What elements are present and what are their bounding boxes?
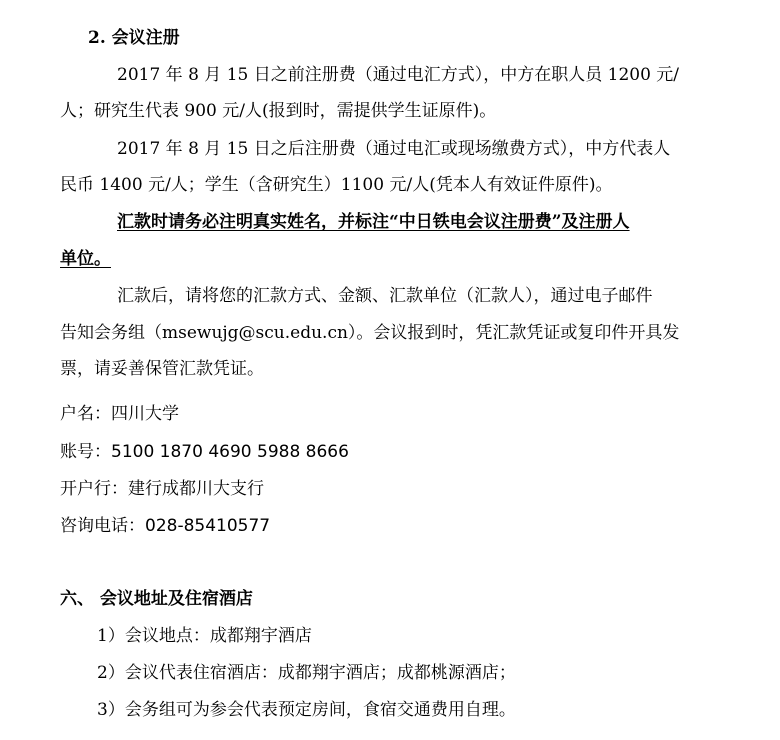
remittance-instructions-line-3: 票，请妥善保管汇款凭证。 [60,359,264,379]
bank-branch: 开户行：建行成都川大支行 [60,479,264,499]
section-6-heading: 六、 会议地址及住宿酒店 [60,589,253,609]
section-6-item-3: 3）会务组可为参会代表预定房间，食宿交通费用自理。 [97,700,516,720]
registration-heading: 2. 会议注册 [88,28,180,48]
registration-fee-before-line-1: 2017 年 8 月 15 日之前注册费（通过电汇方式），中方在职人员 1200 元/ [117,65,680,85]
section-6-item-1: 1）会议地点：成都翔宇酒店 [97,626,312,646]
bank-account-name: 户名：四川大学 [60,404,179,424]
remittance-instructions-line-2: 告知会务组（msewujg@scu.edu.cn）。会议报到时，凭汇款凭证或复印件开具发 [60,323,680,343]
registration-fee-after-line-2: 民币 1400 元/人；学生（含研究生）1100 元/人(凭本人有效证件原件)。 [60,175,613,195]
remittance-notice-line-2: 单位。 [60,249,111,269]
bank-account-number: 账号：5100 1870 4690 5988 8666 [60,442,349,462]
registration-fee-before-line-2: 人；研究生代表 900 元/人(报到时，需提供学生证原件)。 [60,101,497,121]
section-6-item-2: 2）会议代表住宿酒店：成都翔宇酒店；成都桃源酒店； [97,663,516,683]
remittance-notice-line-1: 汇款时请务必注明真实姓名，并标注“中日铁电会议注册费”及注册人 [117,212,630,232]
contact-phone: 咨询电话：028-85410577 [60,516,271,536]
remittance-instructions-line-1: 汇款后，请将您的汇款方式、金额、汇款单位（汇款人），通过电子邮件 [117,286,653,306]
registration-fee-after-line-1: 2017 年 8 月 15 日之后注册费（通过电汇或现场缴费方式），中方代表人 [117,139,671,159]
